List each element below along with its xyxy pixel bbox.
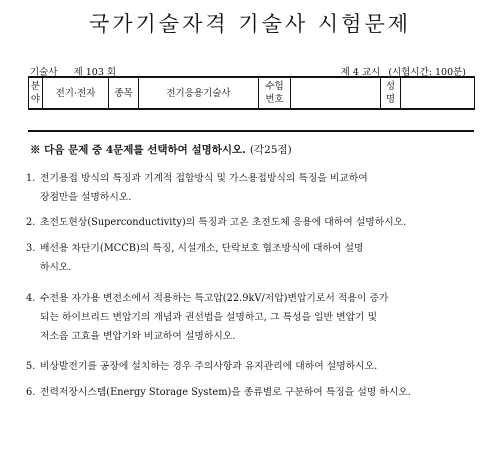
question-number: 6. [26,387,36,398]
exam-round: 제 103 회 [73,67,117,78]
field-label: 분 야 [29,77,43,109]
exam-number-field[interactable] [291,77,381,109]
instruction [30,142,292,157]
exam-time: (시험시간: 100분) [388,67,466,78]
header-table [28,76,475,110]
instruction-text: ※ 다음 문제 중 4문제를 선택하여 설명하시오. [30,144,246,156]
question-3 [26,239,478,277]
question-text-line: 장점만을 설명하시오. [40,192,132,203]
question-text-line: 하시오. [40,262,72,273]
instruction-points: (각25점) [249,144,292,156]
question-number: 4. [26,293,36,304]
name-field[interactable] [401,77,475,109]
question-number: 2. [26,217,36,228]
question-text-line: 저소음 고효율 변압기와 비교하여 설명하시오. [40,331,236,342]
page-title: 국가기술자격 기술사 시험문제 [88,12,412,36]
type-label: 종목 [109,77,139,109]
type-value: 전기응용기술사 [139,77,259,109]
question-text-line: 비상발전기를 공장에 설치하는 경우 주의사항과 유지관리에 대하여 설명하시오. [40,361,378,372]
question-2 [26,213,478,232]
question-text-line: 전기용접 방식의 특징과 기계적 접합방식 및 가스용접방식의 특징을 비교하여 [40,173,368,184]
question-number: 5. [26,361,36,372]
question-text-line: 배선용 차단기(MCCB)의 특징, 시설개소, 단락보호 협조방식에 대하여 설명 [40,243,364,254]
field-value: 전기·전자 [43,77,109,109]
exam-category: 기술사 [30,67,58,78]
question-number: 1. [26,173,36,184]
question-1 [26,169,478,207]
question-5 [26,357,478,376]
question-text-line: 수전용 자가용 변전소에서 적용하는 특고압(22.9kV/저압)변압기로서 적용이 증가 [40,293,389,304]
question-4 [26,289,478,346]
question-text-line: 전력저장시스템(Energy Storage System)을 종류별로 구분하여 특징을 설명 하시오. [40,387,411,398]
question-6 [26,383,478,402]
question-text-line: 초전도현상(Superconductivity)의 특징과 고온 초전도체 응용에 대하여 설명하시오. [40,217,407,228]
question-number: 3. [26,243,36,254]
name-label: 성 명 [381,77,401,109]
exam-session: 제 4 교시 [340,67,381,78]
divider-rule [28,130,474,132]
question-text-line: 되는 하이브리드 변압기의 개념과 권선법을 설명하고, 그 특성을 일반 변압기 및 [40,312,378,323]
exam-number-label: 수험 번호 [259,77,291,109]
